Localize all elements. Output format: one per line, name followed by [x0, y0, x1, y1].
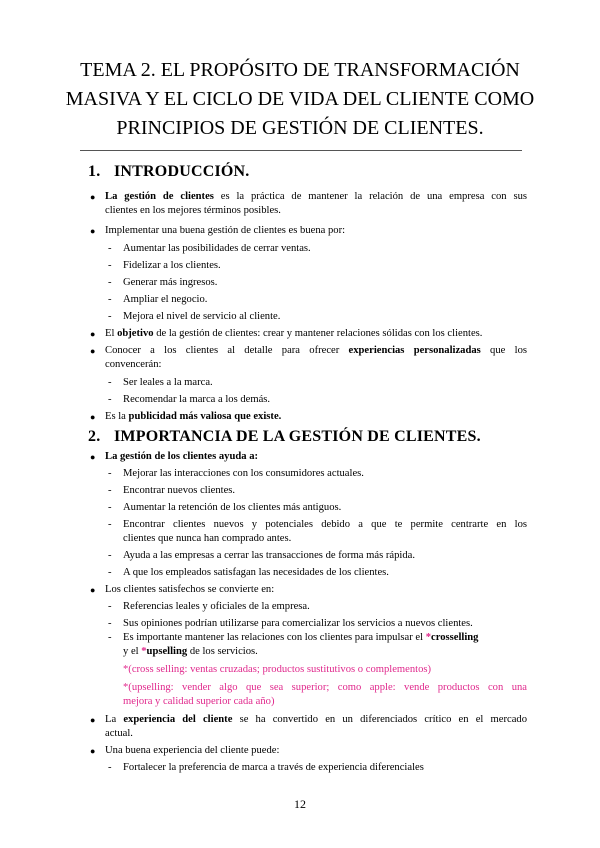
text: convencerán: [105, 359, 162, 370]
text: Fortalecer la preferencia de marca a través de experiencia diferenciales [123, 762, 424, 773]
bullet-icon: ● [90, 346, 96, 356]
dash-icon: - [108, 550, 112, 561]
text: Aumentar la retención de los clientes más antiguos. [123, 502, 342, 513]
text: de la gestión de clientes: crear y mantener relaciones sólidas con los clientes. [153, 328, 483, 339]
text: clientes en los mejores términos posibles. [105, 205, 281, 216]
dash-icon: - [108, 601, 112, 612]
bold-text: objetivo [117, 328, 154, 339]
text: Mejorar las interacciones con los consumidores actuales. [123, 468, 364, 479]
text: Implementar una buena gestión de clientes es buena por: [105, 225, 346, 236]
text: Mejora el nivel de servicio al cliente. [123, 311, 281, 322]
text: Ampliar el negocio. [123, 294, 208, 305]
asterisk: * [425, 632, 431, 643]
title-divider [80, 150, 522, 151]
text: Ayuda a las empresas a cerrar las transacciones de forma más rápida. [123, 550, 415, 561]
text: Encontrar nuevos clientes. [123, 485, 236, 496]
bullet-icon: ● [90, 192, 96, 202]
section-title: IMPORTANCIA DE LA GESTIÓN DE CLIENTES. [114, 428, 481, 445]
text: Encontrar clientes nuevos y potenciales debido a que te permite centrarte en los [123, 519, 527, 530]
text: Sus opiniones podrían utilizarse para comercializar los servicios a nuevos clientes. [123, 618, 473, 629]
text: Es importante mantener las relaciones con los clientes para impulsar el [123, 632, 426, 643]
text: se ha convertido en un diferenciados crítico en el mercado [232, 714, 527, 725]
text: El [105, 328, 118, 339]
bold-text: experiencias personalizadas [348, 345, 481, 356]
bold-text: experiencia del cliente [123, 714, 233, 725]
text: mejora y calidad superior cada año) [123, 696, 275, 707]
text: Ser leales a la marca. [123, 377, 213, 388]
text: que los [480, 345, 527, 356]
document-title [40, 56, 560, 143]
bullet-icon: ● [90, 746, 96, 756]
bold-text: crosselling [431, 632, 479, 643]
dash-icon: - [108, 468, 112, 479]
dash-icon: - [108, 394, 112, 405]
dash-icon: - [108, 485, 112, 496]
bold-text: publicidad más valiosa que existe. [128, 411, 282, 422]
text: Referencias leales y oficiales de la empresa. [123, 601, 310, 612]
text: Conocer a los clientes al detalle para ofrecer [105, 345, 349, 356]
page-number: 12 [294, 797, 306, 811]
dash-icon: - [108, 618, 112, 629]
dash-icon: - [108, 567, 112, 578]
dash-icon: - [108, 762, 112, 773]
bullet-icon: ● [90, 329, 96, 339]
dash-icon: - [108, 277, 112, 288]
text: de los servicios. [187, 646, 258, 657]
dash-icon: - [108, 502, 112, 513]
bullet-icon: ● [90, 452, 96, 462]
section-title: INTRODUCCIÓN. [114, 163, 250, 180]
text: Una buena experiencia del cliente puede: [105, 745, 280, 756]
text: actual. [105, 728, 133, 739]
text: *(cross selling: ventas cruzadas; productos sustitutivos o complementos) [123, 664, 432, 675]
text: *(upselling: vender algo que sea superior; como apple: vende productos con una [123, 682, 527, 693]
text: y el [123, 646, 142, 657]
text: es la práctica de mantener la relación de una empresa con sus [213, 191, 527, 202]
text: Recomendar la marca a los demás. [123, 394, 271, 405]
dash-icon: - [108, 294, 112, 305]
section-heading-introduccion [88, 163, 250, 181]
bullet-icon: ● [90, 226, 96, 236]
section-number: 1. [88, 163, 101, 180]
dash-icon: - [108, 260, 112, 271]
text: Fidelizar a los clientes. [123, 260, 221, 271]
dash-icon: - [108, 632, 112, 643]
dash-icon: - [108, 243, 112, 254]
dash-icon: - [108, 519, 112, 530]
dash-icon: - [108, 311, 112, 322]
text: A que los empleados satisfagan las necesidades de los clientes. [123, 567, 389, 578]
asterisk: * [141, 646, 147, 657]
text: La [105, 714, 124, 725]
bullet-icon: ● [90, 412, 96, 422]
section-heading-importancia [88, 428, 481, 446]
text: Es la [105, 411, 129, 422]
section-number: 2. [88, 428, 101, 445]
text: Aumentar las posibilidades de cerrar ventas. [123, 243, 311, 254]
text: Generar más ingresos. [123, 277, 218, 288]
title-line: TEMA 2. EL PROPÓSITO DE TRANSFORMACIÓN [80, 59, 520, 81]
dash-icon: - [108, 377, 112, 388]
text: Los clientes satisfechos se convierte en: [105, 584, 275, 595]
bold-text: upselling [146, 646, 188, 657]
bold-text: La gestión de los clientes ayuda a: [105, 451, 259, 462]
bold-text: La gestión de clientes [105, 191, 214, 202]
title-line: PRINCIPIOS DE GESTIÓN DE CLIENTES. [116, 117, 484, 139]
title-line: MASIVA Y EL CICLO DE VIDA DEL CLIENTE COMO [65, 88, 535, 110]
bullet-icon: ● [90, 715, 96, 725]
text: clientes que nunca han comprado antes. [123, 533, 292, 544]
bullet-icon: ● [90, 585, 96, 595]
